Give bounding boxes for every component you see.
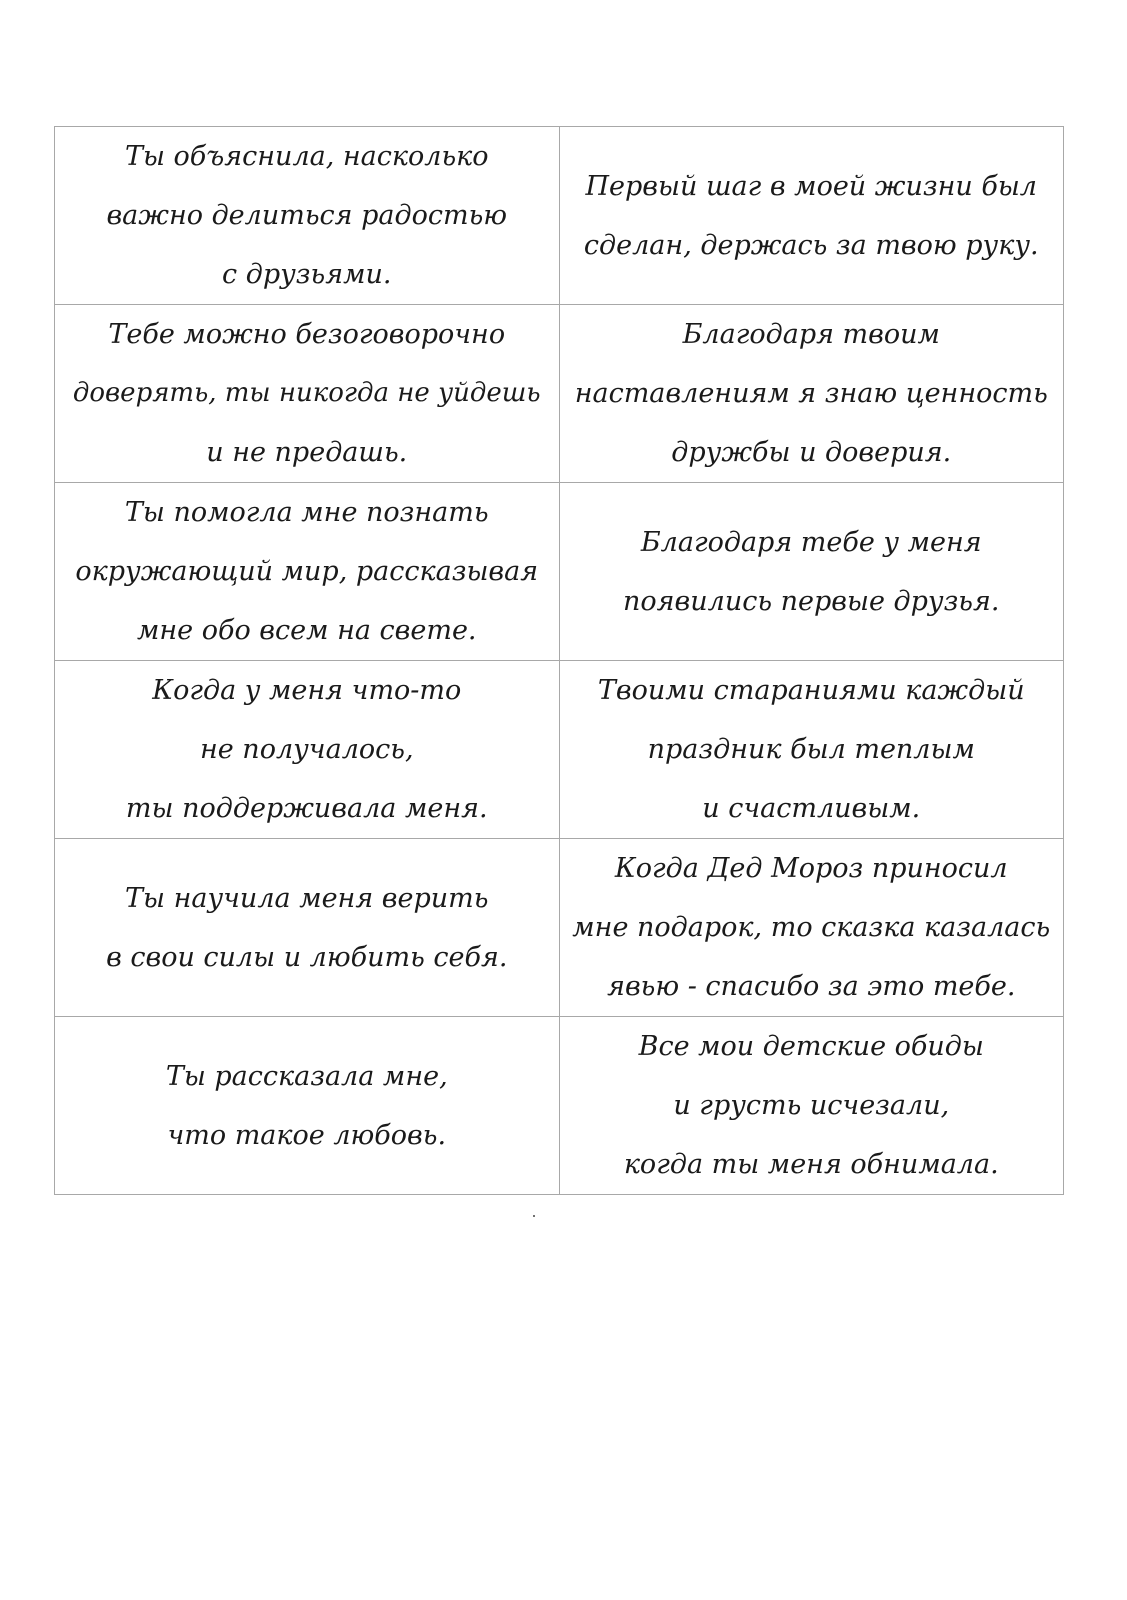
card-4-left xyxy=(55,661,560,839)
card-2-right xyxy=(559,305,1064,483)
card-line: Все мои детские обиды xyxy=(638,1031,984,1062)
card-line: и грусть исчезали, xyxy=(673,1090,950,1121)
card-line: с друзьями. xyxy=(222,259,392,290)
card-2-left xyxy=(55,305,560,483)
card-line: когда ты меня обнимала. xyxy=(623,1149,999,1180)
cards-row-3 xyxy=(55,483,1064,661)
card-1-right xyxy=(559,127,1064,305)
cards-row-4 xyxy=(55,661,1064,839)
card-3-right xyxy=(559,483,1064,661)
card-line: Первый шаг в моей жизни был xyxy=(585,170,1037,202)
card-line: мне обо всем на свете. xyxy=(136,615,477,646)
card-1-left xyxy=(55,127,560,305)
card-3-left xyxy=(55,483,560,661)
card-line: Ты рассказала мне, xyxy=(165,1060,448,1092)
card-line: важно делиться радостью xyxy=(106,200,508,231)
card-line: Благодаря твоим xyxy=(682,319,940,350)
card-line: и счастливым. xyxy=(702,793,921,824)
card-line: сделан, держась за твою руку. xyxy=(583,229,1039,261)
card-line: окружающий мир, рассказывая xyxy=(75,556,539,587)
card-line: Твоими стараниями каждый xyxy=(597,675,1025,706)
card-line: появились первые друзья. xyxy=(623,585,1000,617)
cards-row-6 xyxy=(55,1017,1064,1195)
card-line: наставлениям я знаю ценность xyxy=(574,378,1048,409)
stray-dot-mark xyxy=(533,1215,535,1217)
card-line: явью - спасибо за это тебе. xyxy=(607,971,1016,1002)
cards-row-5 xyxy=(55,839,1064,1017)
card-line: не получалось, xyxy=(199,734,414,765)
card-6-right xyxy=(559,1017,1064,1195)
card-5-right xyxy=(559,839,1064,1017)
card-line: ты поддерживала меня. xyxy=(125,793,488,824)
card-6-left xyxy=(55,1017,560,1195)
card-line: Благодаря тебе у меня xyxy=(640,526,982,558)
card-line: и не предашь. xyxy=(206,437,408,468)
card-line: Ты объяснила, насколько xyxy=(124,141,489,172)
card-line: Когда Дед Мороз приносил xyxy=(614,853,1008,884)
card-line: что такое любовь. xyxy=(167,1119,447,1151)
card-line: Тебе можно безоговорочно xyxy=(108,319,506,350)
card-line: праздник был теплым xyxy=(647,734,975,765)
card-4-right xyxy=(559,661,1064,839)
cards-row-1 xyxy=(55,127,1064,305)
card-line: Ты научила меня верить xyxy=(125,882,489,914)
cards-table xyxy=(54,126,1064,1195)
card-line: Когда у меня что-то xyxy=(152,675,462,706)
card-line: в свои силы и любить себя. xyxy=(106,941,508,973)
card-5-left xyxy=(55,839,560,1017)
card-line: доверять, ты никогда не уйдешь xyxy=(72,378,541,408)
card-line: Ты помогла мне познать xyxy=(124,497,489,528)
card-line: мне подарок, то сказка казалась xyxy=(572,912,1051,943)
cards-row-2 xyxy=(55,305,1064,483)
card-line: дружбы и доверия. xyxy=(671,437,952,468)
